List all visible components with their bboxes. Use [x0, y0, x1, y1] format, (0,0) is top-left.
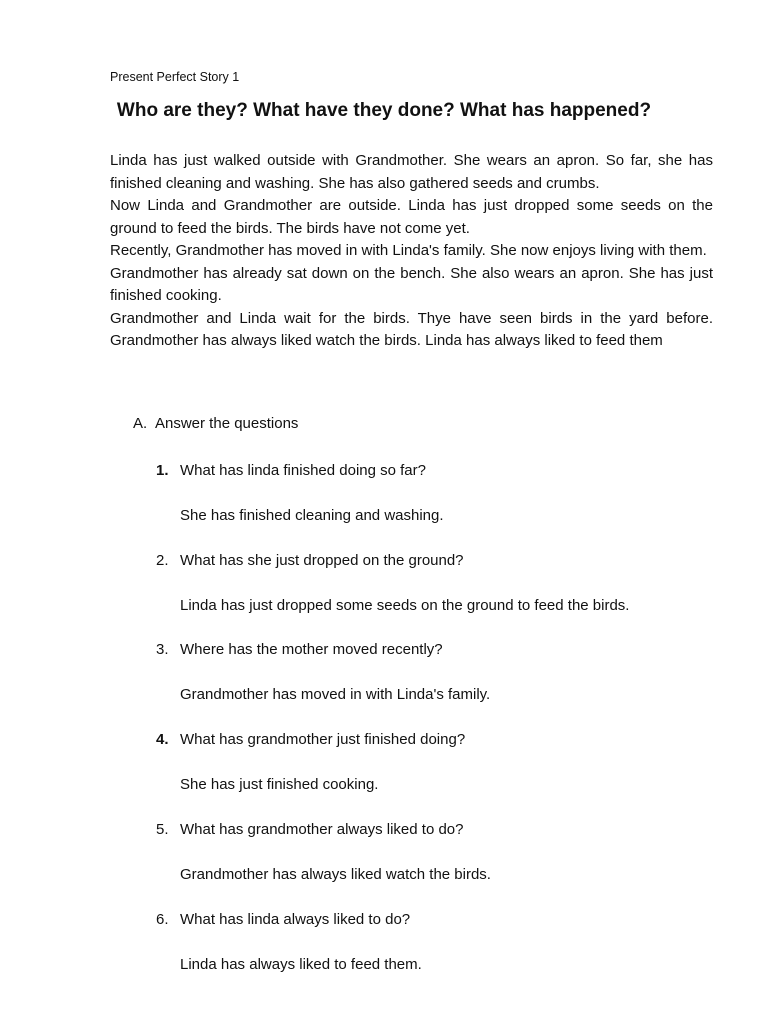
question [156, 819, 716, 841]
story-text [110, 150, 713, 353]
question-number: 4. [156, 731, 169, 748]
question-text: Where has the mother moved recently? [180, 641, 443, 658]
story-paragraph: Linda has just walked outside with Grandmother. She wears an apron. So far, she has finished cleaning and washing. She has also gathered seeds and crumbs. [110, 152, 713, 192]
section-letter: A. [133, 415, 148, 432]
question-text: What has linda finished doing so far? [180, 462, 426, 479]
answer-text: She has finished cleaning and washing. [180, 507, 444, 524]
question-text: What has linda always liked to do? [180, 911, 411, 928]
question [156, 460, 716, 482]
question-item [156, 819, 716, 886]
page-title: Who are they? What have they done? What has happened? [116, 100, 652, 121]
question-text: What has grandmother just finished doing? [180, 731, 466, 748]
answer-text: Grandmother has always liked watch the birds. [180, 866, 491, 883]
question-number: 2. [156, 552, 169, 569]
story-paragraph: Recently, Grandmother has moved in with Linda's family. She now enjoys living with them. [110, 242, 707, 259]
section-title: Answer the questions [155, 415, 299, 432]
section-heading [133, 415, 298, 432]
question [156, 550, 716, 572]
question-number: 6. [156, 911, 169, 928]
answer-text: Grandmother has moved in with Linda's family. [180, 686, 491, 703]
question-text: What has grandmother always liked to do? [180, 821, 464, 838]
question-number: 3. [156, 641, 169, 658]
question [156, 909, 716, 931]
answer-text: Linda has always liked to feed them. [180, 956, 422, 973]
story-paragraph: Grandmother has already sat down on the bench. She also wears an apron. She has just finished cooking. [110, 264, 713, 304]
story-paragraph: Grandmother and Linda wait for the birds. Thye have seen birds in the yard before. Grandmother has always liked watch the birds. Linda has always liked to feed them [110, 309, 713, 349]
question-item [156, 729, 716, 796]
question [156, 639, 716, 661]
question-item [156, 550, 716, 617]
question-item [156, 639, 716, 706]
question [156, 729, 716, 751]
question-text: What has she just dropped on the ground? [180, 552, 464, 569]
question-item [156, 460, 716, 527]
answer-text: She has just finished cooking. [180, 776, 379, 793]
question-number: 1. [156, 462, 169, 479]
question-item [156, 909, 716, 976]
answer-text: Linda has just dropped some seeds on the ground to feed the birds. [180, 597, 630, 614]
document-label: Present Perfect Story 1 [110, 70, 240, 84]
story-paragraph: Now Linda and Grandmother are outside. Linda has just dropped some seeds on the ground to feed the birds. The birds have not come yet. [110, 197, 713, 237]
question-number: 5. [156, 821, 169, 838]
